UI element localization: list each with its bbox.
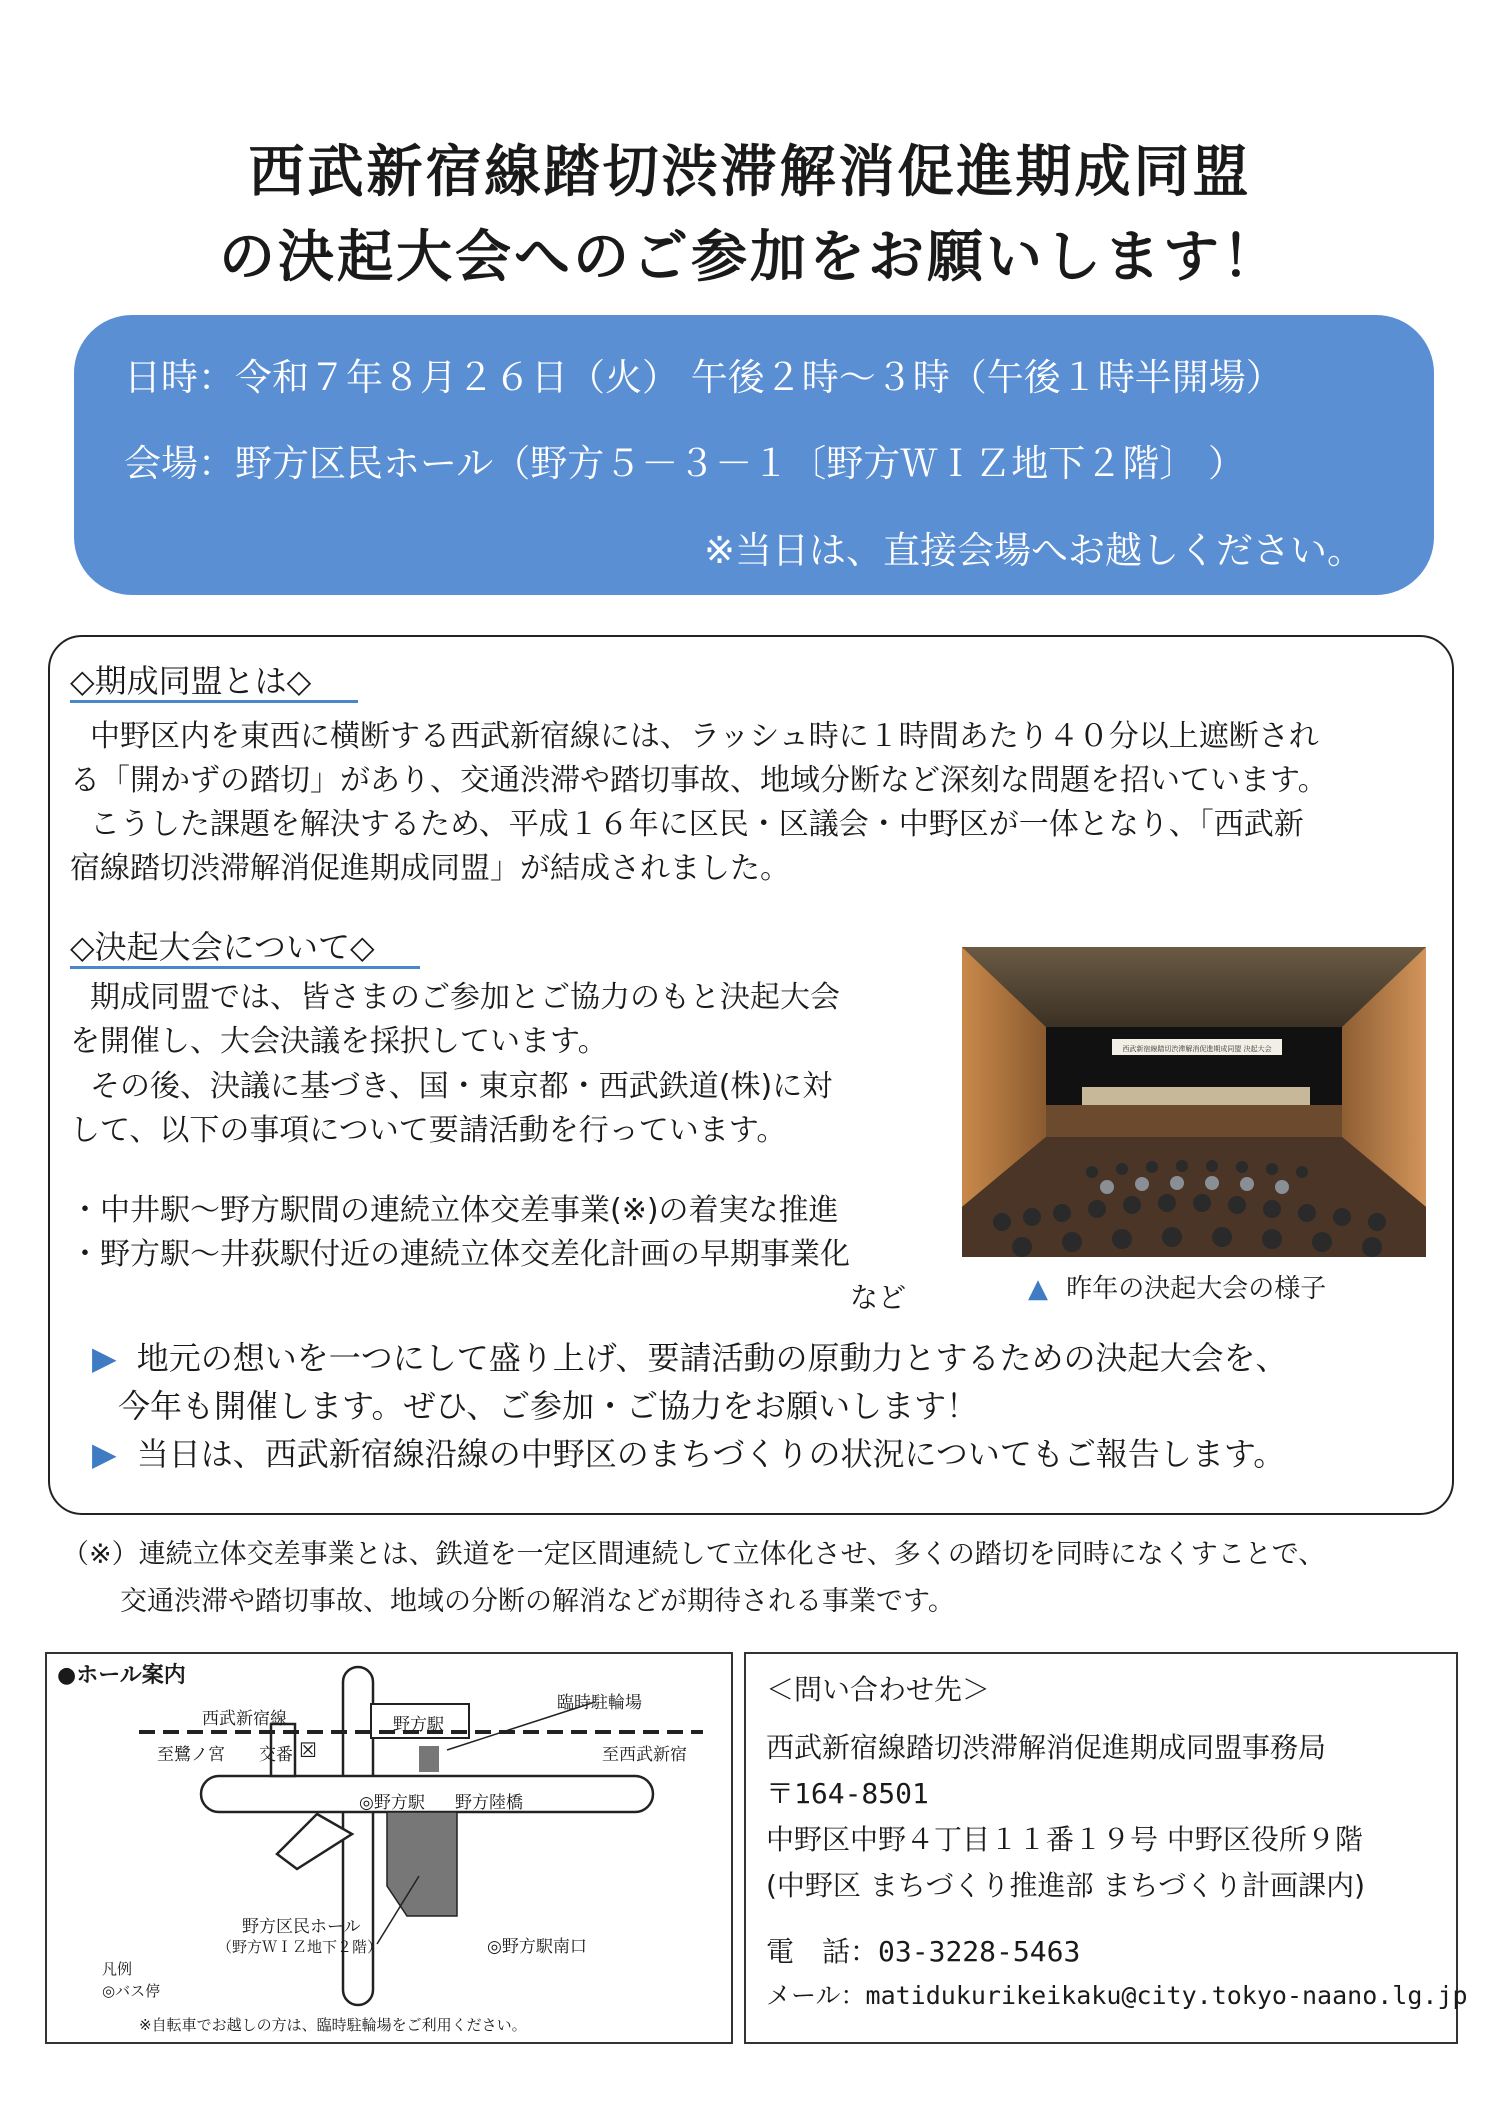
caption-triangle-icon: ▲ xyxy=(1028,1274,1048,1304)
appeal-line-1-text: 地元の想いを一つにして盛り上げ、要請活動の原動力とするための決起大会を、 xyxy=(136,1339,1288,1377)
contact-heading: ＜問い合わせ先＞ xyxy=(766,1673,991,1706)
map-hall-building xyxy=(387,1812,457,1916)
event-note: ※当日は、直接会場へお越しください。 xyxy=(703,529,1364,572)
contact-tel xyxy=(766,1930,1080,1970)
map-overpass-label: 野方陸橋 xyxy=(455,1793,523,1813)
about-heading-underline xyxy=(70,700,358,703)
play-marker-icon: ▶ xyxy=(92,1339,117,1377)
rally-item-2: ・野方駅～井荻駅付近の連続立体交差化計画の早期事業化 xyxy=(70,1237,850,1272)
appeal-line-1b: 今年も開催します。ぜひ、ご参加・ご協力をお願いします！ xyxy=(118,1387,979,1425)
map-koban-label: 交番 xyxy=(259,1745,293,1765)
contact-department: (中野区 まちづくり推進部 まちづくり計画課内) xyxy=(766,1869,1366,1902)
event-datetime: 日時：令和７年８月２６日（火） 午後２時～３時（午後１時半開場） xyxy=(124,356,1283,399)
play-marker-icon: ▶ xyxy=(92,1435,117,1473)
about-line-4: 宿線踏切渋滞解消促進期成同盟」が結成されました。 xyxy=(70,851,790,886)
map-hall-upper xyxy=(419,1746,439,1772)
tel-number[interactable]: 03-3228-5463 xyxy=(878,1935,1081,1968)
contact-box xyxy=(744,1652,1468,2044)
mail-address[interactable]: matidukurikeikaku@city.tokyo-naano.lg.jp xyxy=(865,1981,1468,2010)
page-title-line2: の決起大会へのご参加をお願いします！ xyxy=(219,225,1281,290)
about-line-3: こうした課題を解決するため、平成１６年に区民・区議会・中野区が一体となり、「西武新 xyxy=(90,807,1304,842)
footnote-line-1: （※）連続立体交差事業とは、鉄道を一定区間連続して立体化させ、多くの踏切を同時になくすことで、 xyxy=(62,1539,1326,1570)
stage-banner-text: 西武新宿線踏切渋滞解消促進期成同盟 決起大会 xyxy=(1122,1045,1272,1053)
rally-heading-underline xyxy=(70,966,420,969)
about-heading: ◇期成同盟とは◇ xyxy=(70,662,312,700)
about-line-1: 中野区内を東西に横断する西武新宿線には、ラッシュ時に１時間あたり４０分以上遮断され xyxy=(90,719,1319,754)
map-to-seibu-shinjuku: 至西武新宿 xyxy=(602,1745,687,1765)
rally-photo-illustration xyxy=(962,947,1426,1257)
photo-caption xyxy=(1028,1268,1326,1305)
contact-postal: 〒164-8501 xyxy=(766,1777,929,1810)
photo-caption-text: 昨年の決起大会の様子 xyxy=(1066,1274,1327,1304)
map-hall-sub-label: （野方ＷＩＺ地下２階） xyxy=(217,1938,383,1956)
rally-line-4: して、以下の事項について要請活動を行っています。 xyxy=(70,1113,787,1148)
rally-line-3: その後、決議に基づき、国・東京都・西武鉄道(株)に対 xyxy=(90,1069,833,1104)
rally-line-2: を開催し、大会決議を採択しています。 xyxy=(70,1024,608,1059)
appeal-line-2 xyxy=(92,1430,1285,1478)
map-hall-label: 野方区民ホール xyxy=(242,1917,361,1937)
event-venue: 会場：野方区民ホール（野方５－３－１〔野方ＷＩＺ地下２階〕 ） xyxy=(124,442,1246,485)
rally-photo xyxy=(962,947,1426,1257)
contact-mail xyxy=(766,1976,1468,2012)
mail-label: メール： xyxy=(766,1981,866,2010)
event-info-box xyxy=(74,315,1434,595)
rally-heading: ◇決起大会について◇ xyxy=(70,928,375,966)
map-road-branch xyxy=(277,1814,352,1869)
hall-map xyxy=(45,1652,733,2044)
rally-item-1: ・中井駅～野方駅間の連続立体交差事業(※)の着実な推進 xyxy=(70,1193,839,1228)
page-title-line1: 西武新宿線踏切渋滞解消促進期成同盟 xyxy=(248,140,1252,205)
map-bus-stop-south: ◎野方駅南口 xyxy=(487,1937,587,1957)
map-road-horizontal xyxy=(201,1776,653,1812)
map-bike-note: ※自転車でお越しの方は、臨時駐輪場をご利用ください。 xyxy=(139,2016,527,2034)
tel-label: 電 話： xyxy=(766,1935,879,1968)
map-legend-bus: ◎バス停 xyxy=(102,1982,161,2000)
map-legend-title: 凡例 xyxy=(102,1960,133,1978)
appeal-line-1 xyxy=(92,1334,1288,1382)
footnote-line-2: 交通渋滞や踏切事故、地域の分断の解消などが期待される事業です。 xyxy=(120,1586,955,1617)
contact-office: 西武新宿線踏切渋滞解消促進期成同盟事務局 xyxy=(766,1731,1327,1764)
map-bus-stop-station: ◎野方駅 xyxy=(359,1793,425,1813)
map-bike-parking-label: 臨時駐輪場 xyxy=(557,1693,642,1713)
rally-line-1: 期成同盟では、皆さまのご参加とご協力のもと決起大会 xyxy=(90,980,840,1015)
koban-icon: ☒ xyxy=(299,1738,317,1762)
appeal-line-2-text: 当日は、西武新宿線沿線の中野区のまちづくりの状況についてもご報告します。 xyxy=(136,1435,1286,1473)
map-to-saginomiya: 至鷺ノ宮 xyxy=(157,1745,225,1765)
about-line-2: る「開かずの踏切」があり、交通渋滞や踏切事故、地域分断など深刻な問題を招いています。 xyxy=(70,763,1328,798)
contact-address: 中野区中野４丁目１１番１９号 中野区役所９階 xyxy=(766,1823,1363,1856)
map-railway-label: 西武新宿線 xyxy=(202,1709,287,1729)
rally-items-etc: など xyxy=(850,1281,907,1314)
map-station-label: 野方駅 xyxy=(393,1715,444,1735)
map-title: ●ホール案内 xyxy=(57,1663,186,1688)
